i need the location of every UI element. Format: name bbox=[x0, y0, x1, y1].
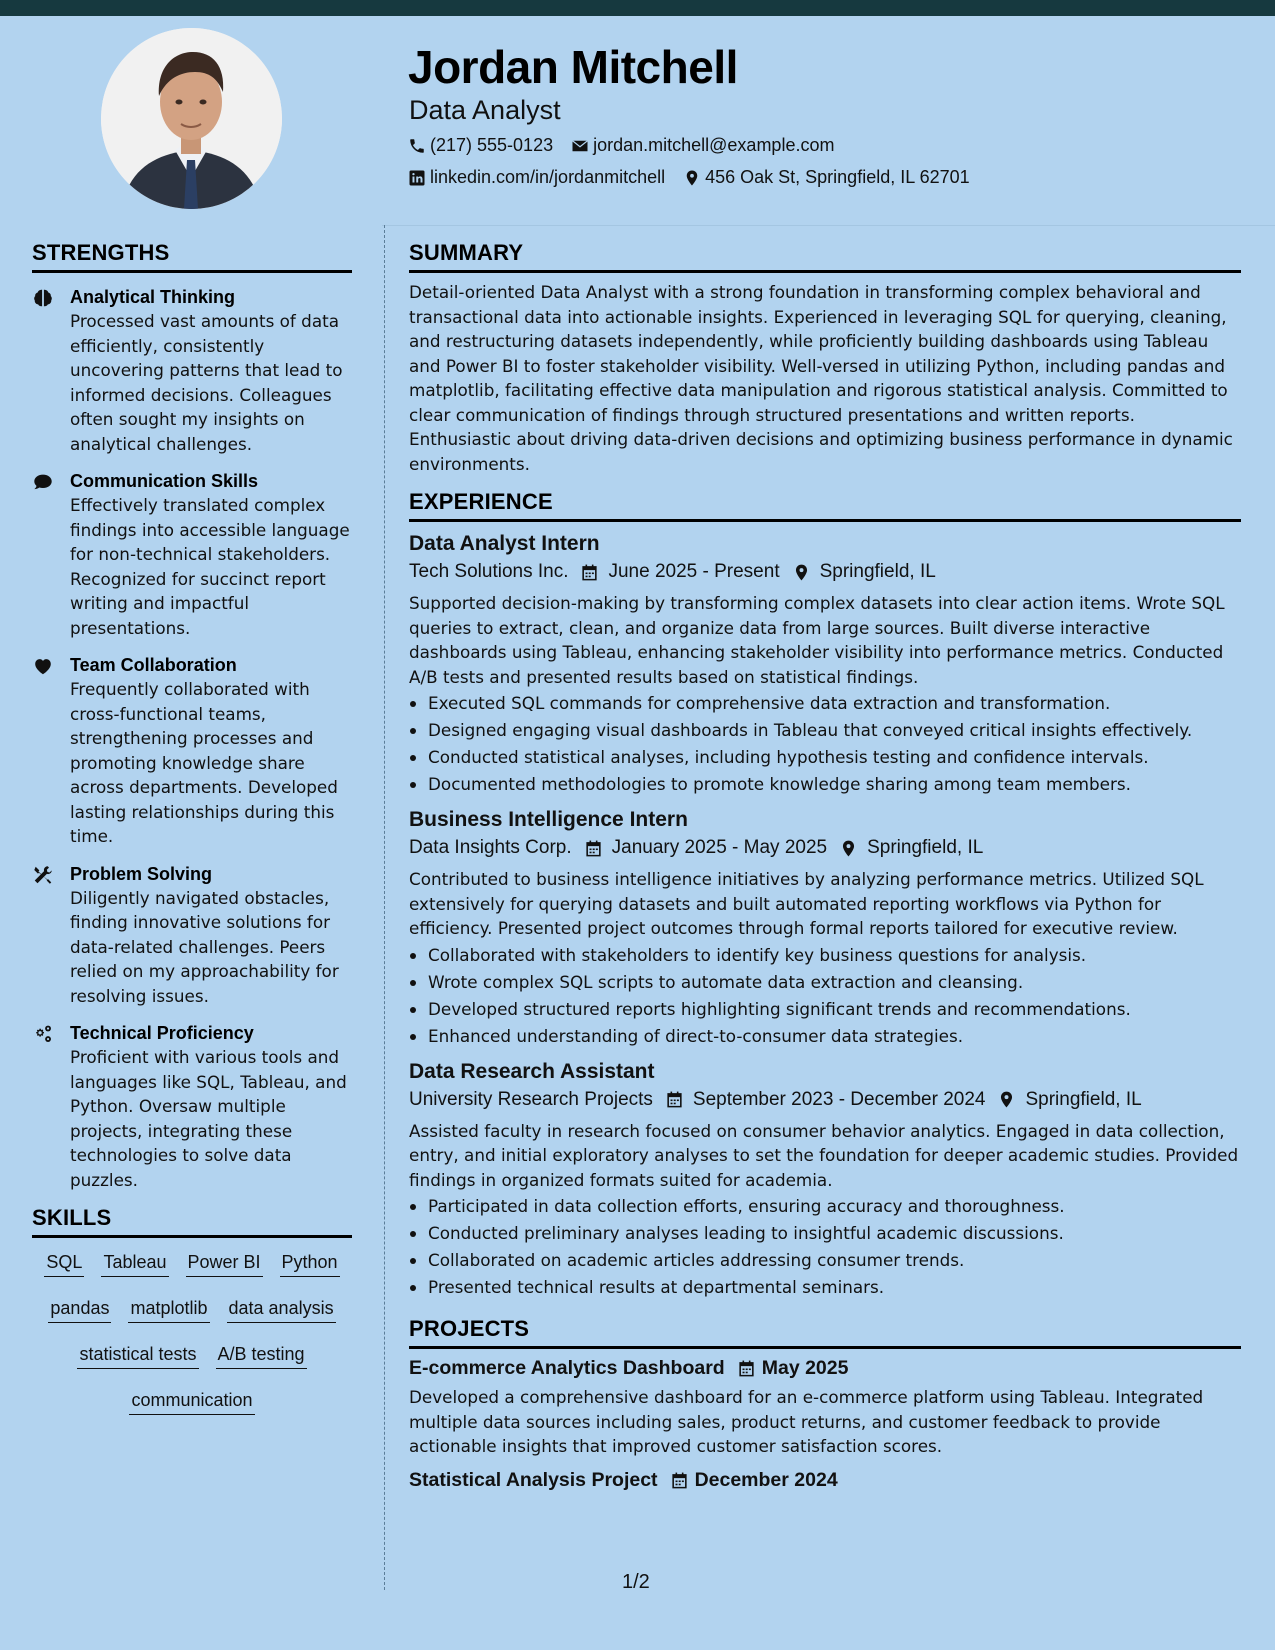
skills-list bbox=[32, 1250, 352, 1415]
job-company: Tech Solutions Inc. bbox=[409, 561, 569, 582]
calendar-icon bbox=[584, 839, 603, 858]
project-entry bbox=[409, 1469, 1241, 1492]
project-title: Statistical Analysis Project bbox=[409, 1468, 658, 1491]
list-item: Developed structured reports highlighting significant trends and recommendations. bbox=[409, 996, 1241, 1023]
location-pin-icon bbox=[839, 839, 858, 858]
strength-item bbox=[32, 862, 352, 1009]
strength-item bbox=[32, 469, 352, 640]
address-contact bbox=[683, 167, 970, 188]
strength-description: Diligently navigated obstacles, finding innovative solutions for data-related challenges. Peers relied on my approachability for resolving issues. bbox=[70, 887, 339, 1006]
strength-title: Problem Solving bbox=[70, 863, 213, 884]
strength-description: Processed vast amounts of data efficiently, consistently uncovering patterns that lead to informed decisions. Colleagues often sought my insights on analytical challenges. bbox=[70, 311, 343, 454]
comment-icon bbox=[32, 471, 54, 493]
strengths-list bbox=[32, 285, 352, 1192]
strength-item bbox=[32, 653, 352, 849]
gears-icon bbox=[32, 1023, 54, 1045]
envelope-icon bbox=[571, 137, 589, 155]
skill-tag: Power BI bbox=[186, 1250, 263, 1277]
job-description: Assisted faculty in research focused on consumer behavior analytics. Engaged in data collection, entry, and initial exploratory analyses to set the foundation for deeper academic studies. Provided findings in organized formats suited for academia. bbox=[409, 1120, 1239, 1190]
job-bullets bbox=[409, 942, 1241, 1050]
address-text: 456 Oak St, Springfield, IL 62701 bbox=[705, 167, 970, 187]
summary-heading: SUMMARY bbox=[409, 240, 1241, 273]
phone-text: (217) 555-0123 bbox=[430, 135, 554, 155]
candidate-name: Jordan Mitchell bbox=[408, 41, 738, 93]
list-item: Designed engaging visual dashboards in Tableau that conveyed critical insights effectively. bbox=[409, 717, 1241, 744]
summary-text: Detail-oriented Data Analyst with a strong foundation in transforming complex behavioral and transactional data into actionable insights. Experienced in leveraging SQL for querying, cleaning, and restructuring datasets independently, while proficiently building dashboards using Tableau and Power BI to foster stakeholder visibility. Well-versed in utilizing Python, including pandas and matplotlib, facilitating effective data manipulation and rigorous statistical analysis. Committed to clear communication of findings through structured presentations and written reports. Enthusiastic about driving data-driven decisions and optimizing business performance in dynamic environments. bbox=[409, 282, 1233, 474]
job-title: Business Intelligence Intern bbox=[409, 808, 688, 831]
strength-description: Frequently collaborated with cross-functional teams, strengthening processes and promoting knowledge share across departments. Developed lasting relationships during this time. bbox=[70, 679, 338, 846]
contact-row-1 bbox=[408, 135, 852, 156]
job-bullets bbox=[409, 1193, 1241, 1301]
strength-description: Proficient with various tools and languages like SQL, Tableau, and Python. Oversaw multiple projects, integrating these technologies to solve data puzzles. bbox=[70, 1047, 347, 1190]
project-description: Developed a comprehensive dashboard for an e-commerce platform using Tableau. Integrated multiple data sources including sales, product returns, and customer feedback to provide actionable insights that improved customer satisfaction scores. bbox=[409, 1387, 1204, 1456]
job-dates: June 2025 - Present bbox=[580, 561, 779, 583]
column-divider bbox=[384, 225, 385, 1590]
project-title: E-commerce Analytics Dashboard bbox=[409, 1357, 725, 1379]
tools-icon bbox=[32, 864, 54, 886]
skill-tag: Python bbox=[280, 1250, 340, 1277]
job-location: Springfield, IL bbox=[792, 561, 936, 583]
list-item: Collaborated with stakeholders to identify key business questions for analysis. bbox=[409, 942, 1241, 969]
strength-item bbox=[32, 1021, 352, 1192]
list-item: Collaborated on academic articles addressing consumer trends. bbox=[409, 1247, 1241, 1274]
job-title: Data Analyst Intern bbox=[409, 532, 600, 555]
job-description: Supported decision-making by transforming complex datasets into clear action items. Wrote SQL queries to extract, clean, and organize data from large sources. Built diverse interactive dashboards using Tableau, enhancing stakeholder visibility into performance metrics. Conducted A/B tests and presented results based on statistical findings. bbox=[409, 593, 1225, 687]
list-item: Conducted preliminary analyses leading to insightful academic discussions. bbox=[409, 1220, 1241, 1247]
job-meta bbox=[409, 1089, 1241, 1111]
email-contact[interactable] bbox=[571, 135, 834, 156]
job-company: University Research Projects bbox=[409, 1088, 653, 1110]
job-description: Contributed to business intelligence initiatives by analyzing performance metrics. Utilized SQL extensively for querying datasets and built automated reporting workflows via Python for efficiency. Presented project outcomes through formal reports tailored for executive review. bbox=[409, 869, 1204, 938]
strength-item bbox=[32, 285, 352, 456]
job-dates: January 2025 - May 2025 bbox=[584, 837, 827, 859]
candidate-role: Data Analyst bbox=[409, 95, 561, 125]
linkedin-icon bbox=[408, 169, 426, 187]
top-bar bbox=[0, 0, 1275, 16]
job-entry bbox=[409, 530, 1241, 798]
left-column bbox=[32, 240, 352, 1415]
skill-tag: SQL bbox=[44, 1250, 84, 1277]
strength-title: Communication Skills bbox=[70, 471, 259, 491]
job-title: Data Research Assistant bbox=[409, 1059, 655, 1083]
skills-heading: SKILLS bbox=[32, 1205, 352, 1238]
location-pin-icon bbox=[683, 169, 701, 187]
experience-heading: EXPERIENCE bbox=[409, 489, 1241, 522]
skill-tag: Tableau bbox=[101, 1250, 168, 1277]
job-location: Springfield, IL bbox=[839, 837, 983, 859]
job-company: Data Insights Corp. bbox=[409, 837, 572, 858]
skill-tag: A/B testing bbox=[216, 1342, 307, 1369]
email-text[interactable]: jordan.mitchell@example.com bbox=[593, 135, 835, 155]
skill-tag: data analysis bbox=[227, 1296, 336, 1323]
skill-tag: statistical tests bbox=[77, 1342, 198, 1369]
project-date: December 2024 bbox=[694, 1468, 838, 1491]
strengths-heading: STRENGTHS bbox=[32, 240, 352, 273]
location-pin-icon bbox=[997, 1090, 1016, 1109]
list-item: Presented technical results at departmental seminars. bbox=[409, 1274, 1241, 1301]
header-divider bbox=[382, 225, 1275, 226]
contact-row-2 bbox=[408, 167, 988, 188]
calendar-icon bbox=[737, 1359, 756, 1378]
location-pin-icon bbox=[792, 563, 811, 582]
linkedin-contact[interactable] bbox=[408, 167, 665, 188]
page-number: 1/2 bbox=[622, 1571, 650, 1593]
skill-tag: communication bbox=[129, 1388, 254, 1415]
list-item: Conducted statistical analyses, including hypothesis testing and confidence intervals. bbox=[409, 744, 1241, 771]
list-item: Executed SQL commands for comprehensive data extraction and transformation. bbox=[409, 690, 1241, 717]
list-item: Participated in data collection efforts, ensuring accuracy and thoroughness. bbox=[409, 1193, 1241, 1220]
list-item: Wrote complex SQL scripts to automate data extraction and cleansing. bbox=[409, 969, 1241, 996]
strength-title: Team Collaboration bbox=[70, 655, 237, 675]
job-location: Springfield, IL bbox=[997, 1089, 1141, 1111]
project-date: May 2025 bbox=[761, 1357, 849, 1379]
phone-icon bbox=[408, 137, 426, 155]
projects-heading: PROJECTS bbox=[409, 1316, 1241, 1349]
list-item: Documented methodologies to promote knowledge sharing among team members. bbox=[409, 771, 1241, 798]
linkedin-text[interactable]: linkedin.com/in/jordanmitchell bbox=[430, 167, 666, 187]
job-bullets bbox=[409, 690, 1241, 798]
job-meta bbox=[409, 837, 1241, 859]
job-entry bbox=[409, 1058, 1241, 1302]
skill-tag: pandas bbox=[48, 1296, 111, 1323]
calendar-icon bbox=[670, 1471, 689, 1490]
strength-title: Technical Proficiency bbox=[70, 1023, 254, 1043]
job-dates: September 2023 - December 2024 bbox=[665, 1089, 986, 1111]
list-item: Enhanced understanding of direct-to-consumer data strategies. bbox=[409, 1023, 1241, 1050]
strength-title: Analytical Thinking bbox=[70, 287, 236, 307]
phone-contact bbox=[408, 135, 553, 156]
project-header bbox=[409, 1469, 1241, 1492]
calendar-icon bbox=[665, 1090, 684, 1109]
job-meta bbox=[409, 561, 1241, 583]
project-header bbox=[409, 1357, 1241, 1380]
strength-description: Effectively translated complex findings into accessible language for non-technical stakeholders. Recognized for succinct report writing and impactful presentations. bbox=[70, 495, 350, 638]
heart-icon bbox=[32, 655, 54, 677]
brain-icon bbox=[32, 287, 54, 309]
project-entry bbox=[409, 1357, 1241, 1459]
profile-photo bbox=[101, 28, 282, 209]
job-entry bbox=[409, 806, 1241, 1050]
right-column bbox=[409, 240, 1241, 1492]
skill-tag: matplotlib bbox=[128, 1296, 209, 1323]
calendar-icon bbox=[580, 563, 599, 582]
